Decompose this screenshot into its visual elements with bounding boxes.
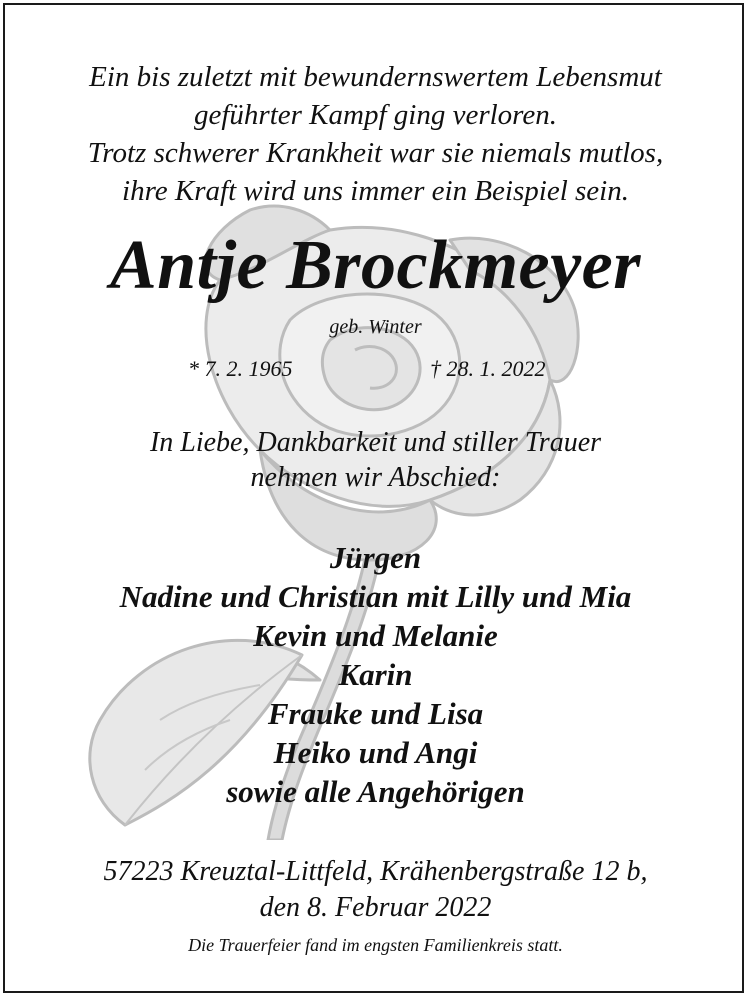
intro-line: ihre Kraft wird uns immer ein Beispiel sein. — [122, 175, 629, 207]
address-block — [0, 854, 751, 926]
mourner-item: sowie alle Angehörigen — [226, 774, 525, 809]
mourner-item: Heiko und Angi — [273, 735, 478, 770]
mourner-item: Karin — [338, 657, 413, 692]
address-line: 57223 Kreuztal-Littfeld, Krähenbergstraße 12 b, — [103, 856, 648, 887]
farewell-line: In Liebe, Dankbarkeit und stiller Trauer — [149, 427, 602, 458]
mourners-list — [0, 538, 751, 811]
maiden-name: geb. Winter — [329, 316, 422, 338]
intro-line: Trotz schwerer Krankheit war sie niemals mutlos, — [87, 137, 664, 169]
farewell-line: nehmen wir Abschied: — [250, 462, 501, 493]
intro-line: Ein bis zuletzt mit bewundernswertem Lebensmut — [89, 61, 662, 93]
mourner-item: Kevin und Melanie — [253, 618, 498, 653]
mourner-item: Nadine und Christian mit Lilly und Mia — [119, 579, 632, 614]
mourner-item: Jürgen — [329, 540, 422, 575]
intro-verse — [0, 58, 751, 210]
mourner-item: Frauke und Lisa — [267, 696, 484, 731]
birth-date: * 7. 2. 1965 — [188, 356, 293, 381]
intro-line: geführter Kampf ging verloren. — [194, 99, 557, 131]
death-date: † 28. 1. 2022 — [430, 356, 546, 381]
funeral-note: Die Trauerfeier fand im engsten Familienkreis statt. — [188, 935, 563, 955]
farewell-text — [0, 425, 751, 495]
address-date: den 8. Februar 2022 — [259, 892, 492, 923]
deceased-name: Antje Brockmeyer — [110, 227, 641, 304]
